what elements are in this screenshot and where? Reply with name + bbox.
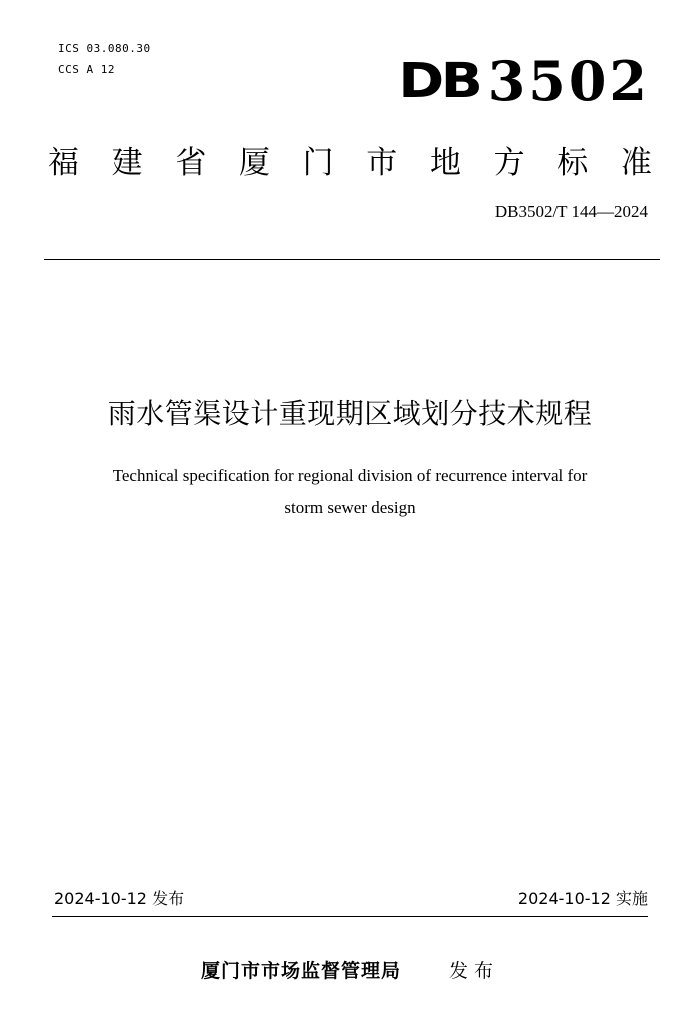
- classification-char: 地: [429, 145, 461, 181]
- ics-code: ICS 03.080.30: [58, 42, 151, 55]
- issue-date: 2024-10-12 发布: [54, 889, 185, 908]
- standard-classification: [48, 137, 652, 182]
- classification-char: 市: [366, 145, 398, 181]
- top-divider: [44, 259, 660, 260]
- classification-char: 方: [493, 145, 525, 181]
- ccs-code: CCS A 12: [58, 63, 115, 76]
- english-title-line: storm sewer design: [284, 498, 416, 517]
- classification-char: 厦: [238, 145, 270, 181]
- classification-char: 准: [620, 145, 652, 181]
- publisher-line: [0, 956, 700, 983]
- implementation-date: 2024-10-12 实施: [517, 889, 648, 908]
- classification-char: 福: [48, 145, 79, 181]
- classification-char: 门: [302, 145, 334, 181]
- publish-label: 发布: [449, 960, 500, 982]
- classification-char: 省: [175, 145, 207, 181]
- logo-db-text: DB: [398, 53, 480, 109]
- db-logo: [398, 49, 650, 113]
- classification-char: 标: [557, 145, 589, 181]
- standard-number: DB3502/T 144—2024: [494, 202, 648, 221]
- logo-number-text: 3502: [487, 49, 650, 113]
- bottom-divider: [52, 916, 648, 917]
- classification-char: 建: [111, 145, 143, 181]
- english-title: [60, 460, 640, 524]
- chinese-title: 雨水管渠设计重现期区域划分技术规程: [107, 397, 593, 430]
- english-title-line: Technical specification for regional division of recurrence interval for: [112, 466, 588, 485]
- publisher-name: 厦门市市场监督管理局: [200, 960, 401, 982]
